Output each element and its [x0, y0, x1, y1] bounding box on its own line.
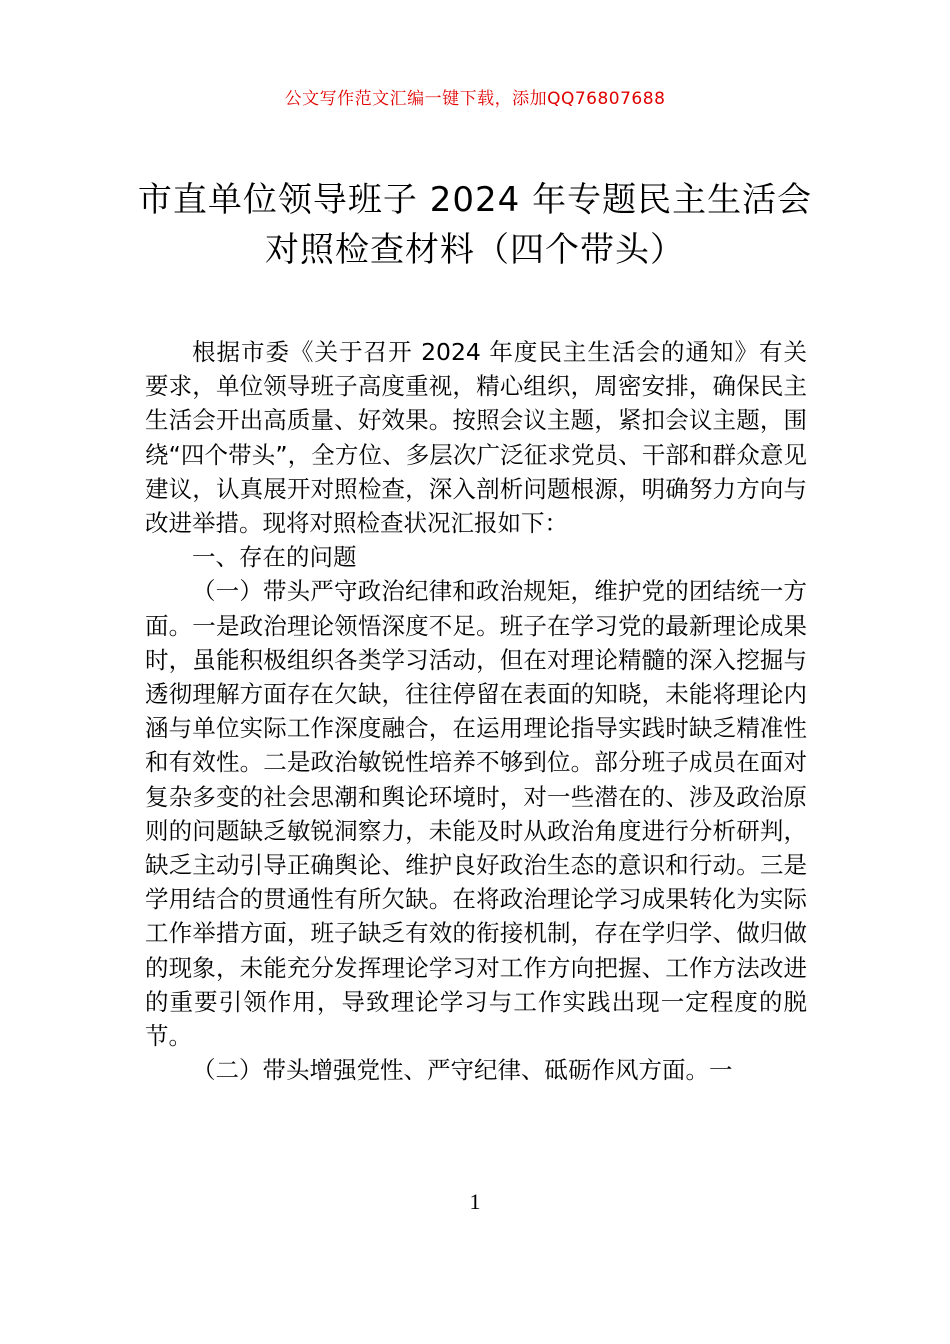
- section-heading-problems: 一、存在的问题: [192, 543, 357, 572]
- paragraph-party-spirit: （二）带头增强党性、严守纪律、砥砺作风方面。一: [192, 1056, 733, 1085]
- paragraph-political-discipline: （一）带头严守政治纪律和政治规矩，维护党的团结统一方面。一是政治理论领悟深度不足。班子在学习党的最新理论成果时，虽能积极组织各类学习活动，但在对理论精髓的深入挖掘与透彻理解方面存在欠缺，往往停留在表面的知晓，未能将理论内涵与单位实际工作深度融合，在运用理论指导实践时缺乏精准性和有效性。二是政治敏锐性培养不够到位。部分班子成员在面对复杂多变的社会思潮和舆论环境时，对一些潜在的、涉及政治原则的问题缺乏敏锐洞察力，未能及时从政治角度进行分析研判，缺乏主动引导正确舆论、维护良好政治生态的意识和行动。三是学用结合的贯通性有所欠缺。在将政治理论学习成果转化为实际工作举措方面，班子缺乏有效的衔接机制，存在学归学、做归做的现象，未能充分发挥理论学习对工作方向把握、工作方法改进的重要引领作用，导致理论学习与工作实践出现一定程度的脱节。: [145, 577, 807, 1051]
- page-number: 1: [469, 1189, 481, 1214]
- header-download-note: 公文写作范文汇编一键下载，添加QQ76807688: [284, 89, 666, 109]
- document-body: [145, 335, 807, 1087]
- document-title-line-1: 市直单位领导班子 2024 年专题民主生活会: [137, 180, 813, 220]
- paragraph-intro: 根据市委《关于召开 2024 年度民主生活会的通知》有关要求，单位领导班子高度重视，精心组织，周密安排，确保民主生活会开出高质量、好效果。按照会议主题，紧扣会议主题，围绕“四个带头”，全方位、多层次广泛征求党员、干部和群众意见建议，认真展开对照检查，深入剖析问题根源，明确努力方向与改进举措。现将对照检查状况汇报如下：: [145, 338, 807, 538]
- document-title-line-2: 对照检查材料（四个带头）: [265, 230, 685, 270]
